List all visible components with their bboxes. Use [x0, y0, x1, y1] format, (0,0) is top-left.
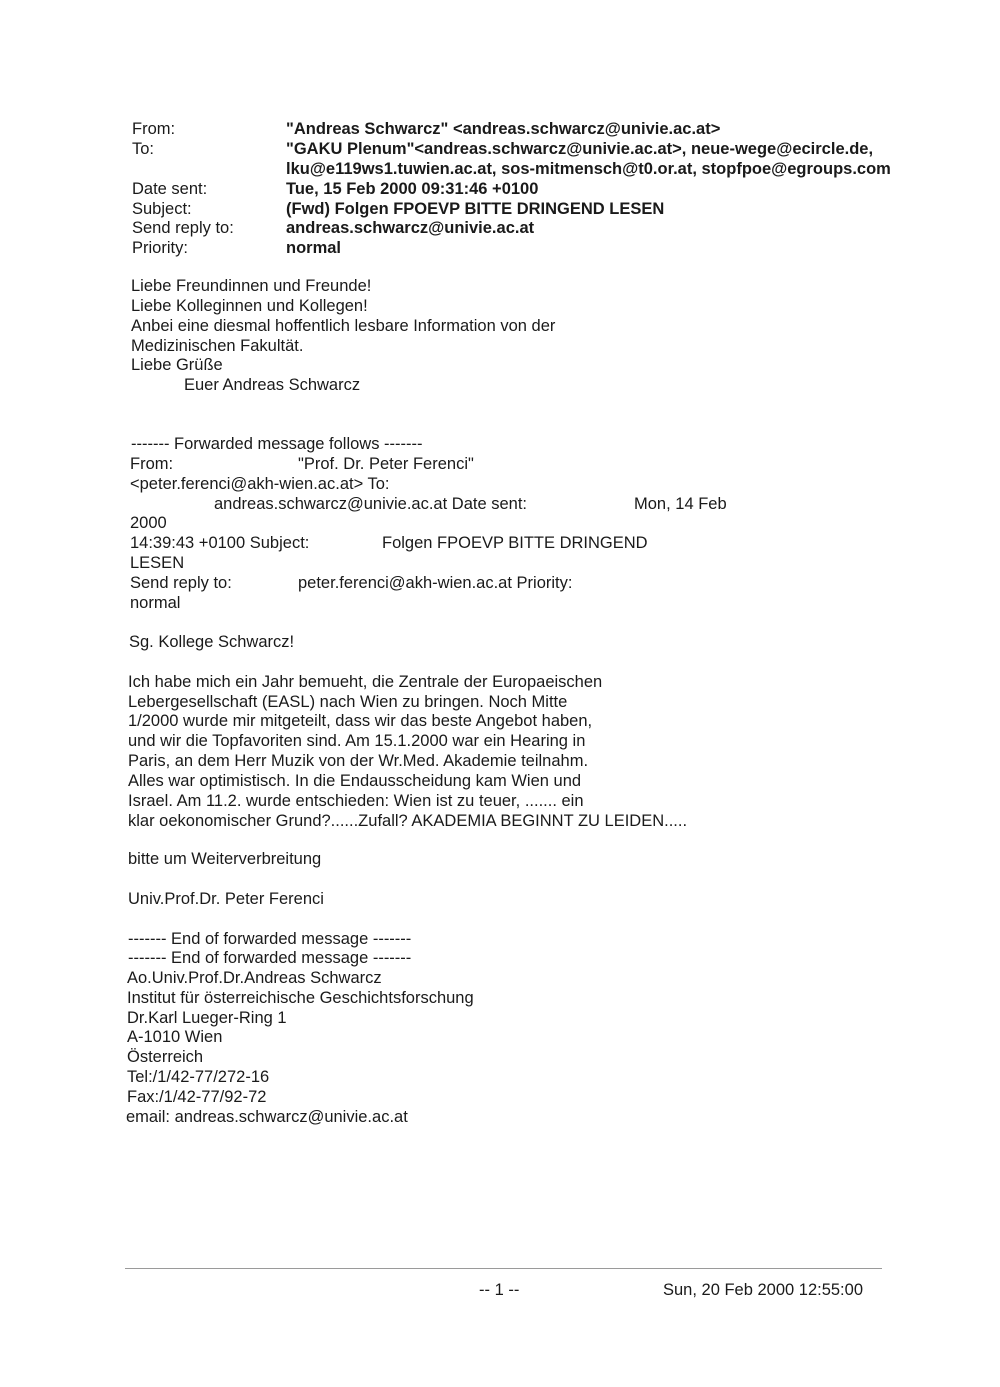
sig-line: Tel:/1/42-77/272-16: [127, 1068, 270, 1086]
to-label: To:: [132, 140, 155, 158]
sender-signature: Univ.Prof.Dr. Peter Ferenci: [128, 890, 324, 908]
intro-line: Medizinischen Fakultät.: [131, 337, 304, 355]
priority-value: normal: [286, 239, 342, 257]
fwd-line: Folgen FPOEVP BITTE DRINGEND: [382, 534, 648, 552]
body-line: Ich habe mich ein Jahr bemueht, die Zentrale der Europaeischen: [128, 673, 603, 691]
print-timestamp: Sun, 20 Feb 2000 12:55:00: [663, 1281, 863, 1299]
sig-line: Fax:/1/42-77/92-72: [127, 1088, 267, 1106]
body-line: Lebergesellschaft (EASL) nach Wien zu bringen. Noch Mitte: [128, 693, 568, 711]
intro-line: Liebe Grüße: [131, 356, 223, 374]
forwarded-marker: ------- Forwarded message follows -------: [131, 435, 423, 453]
body-line: Paris, an dem Herr Muzik von der Wr.Med. Akademie teilnahm.: [128, 752, 589, 770]
fwd-line: Send reply to:: [130, 574, 232, 592]
body-line: 1/2000 wurde mir mitgeteilt, dass wir das beste Angebot haben,: [128, 712, 593, 730]
request-line: bitte um Weiterverbreitung: [128, 850, 322, 868]
from-label: From:: [132, 120, 176, 138]
footer-rule: [125, 1268, 882, 1269]
end-marker: ------- End of forwarded message -------: [128, 949, 412, 967]
fwd-line: Mon, 14 Feb: [634, 495, 727, 513]
intro-line: Liebe Kolleginnen und Kollegen!: [131, 297, 368, 315]
priority-label: Priority:: [132, 239, 188, 257]
date-value: Tue, 15 Feb 2000 09:31:46 +0100: [286, 180, 539, 198]
fwd-from-label: From:: [130, 455, 174, 473]
body-line: klar oekonomischer Grund?......Zufall? AKADEMIA BEGINNT ZU LEIDEN.....: [128, 812, 688, 830]
fwd-line: normal: [130, 594, 181, 612]
fwd-from-value: "Prof. Dr. Peter Ferenci": [298, 455, 474, 473]
subject-label: Subject:: [132, 200, 192, 218]
fwd-line: 14:39:43 +0100 Subject:: [130, 534, 310, 552]
sig-line: A-1010 Wien: [127, 1028, 223, 1046]
greeting: Sg. Kollege Schwarcz!: [129, 633, 295, 651]
subject-value: (Fwd) Folgen FPOEVP BITTE DRINGEND LESEN: [286, 200, 665, 218]
sig-line: Dr.Karl Lueger-Ring 1: [127, 1009, 287, 1027]
end-marker: ------- End of forwarded message -------: [128, 930, 412, 948]
fwd-line: 2000: [130, 514, 167, 532]
to-value-line2: lku@e119ws1.tuwien.ac.at, sos-mitmensch@t0.or.at, stopfpoe@egroups.com: [286, 160, 891, 178]
date-label: Date sent:: [132, 180, 208, 198]
sig-line: email: andreas.schwarcz@univie.ac.at: [126, 1108, 408, 1126]
fwd-line: LESEN: [130, 554, 185, 572]
sig-line: Österreich: [127, 1048, 204, 1066]
reply-value: andreas.schwarcz@univie.ac.at: [286, 219, 535, 237]
to-value-line1: "GAKU Plenum"<andreas.schwarcz@univie.ac.at>, neue-wege@ecircle.de,: [286, 140, 874, 158]
fwd-line: andreas.schwarcz@univie.ac.at Date sent:: [214, 495, 527, 513]
page-number: -- 1 --: [479, 1281, 520, 1299]
from-value: "Andreas Schwarcz" <andreas.schwarcz@univie.ac.at>: [286, 120, 721, 138]
body-line: Alles war optimistisch. In die Endausscheidung kam Wien und: [128, 772, 582, 790]
sig-line: Ao.Univ.Prof.Dr.Andreas Schwarcz: [127, 969, 382, 987]
intro-line: Anbei eine diesmal hoffentlich lesbare Information von der: [131, 317, 556, 335]
fwd-line: <peter.ferenci@akh-wien.ac.at> To:: [130, 475, 390, 493]
body-line: Israel. Am 11.2. wurde entschieden: Wien ist zu teuer, ....... ein: [128, 792, 584, 810]
fwd-line: peter.ferenci@akh-wien.ac.at Priority:: [298, 574, 573, 592]
sig-line: Institut für österreichische Geschichtsforschung: [127, 989, 474, 1007]
intro-line: Liebe Freundinnen und Freunde!: [131, 277, 372, 295]
intro-line: Euer Andreas Schwarcz: [184, 376, 361, 394]
reply-label: Send reply to:: [132, 219, 234, 237]
body-line: und wir die Topfavoriten sind. Am 15.1.2000 war ein Hearing in: [128, 732, 586, 750]
